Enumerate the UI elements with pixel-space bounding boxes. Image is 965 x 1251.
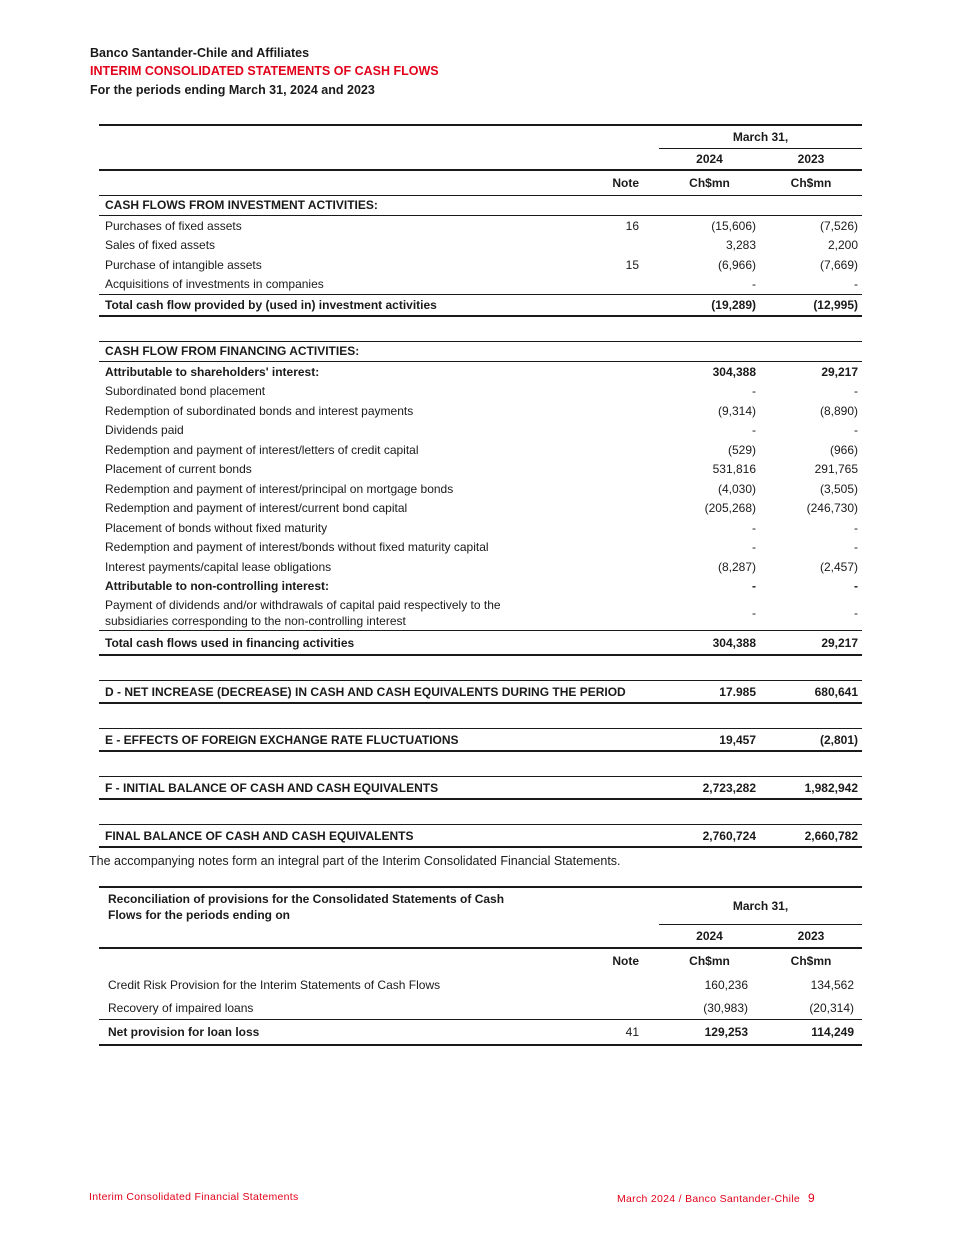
table-row: Placement of current bonds 531,816 291,765 (105, 462, 859, 477)
investment-total-row: Total cash flow provided by (used in) investment activities (19,289) (12,995) (99, 295, 862, 316)
recon-unit-2023-header: Ch$mn (760, 948, 862, 973)
table-row: Redemption and payment of interest/letters of credit capital (529) (966) (105, 442, 859, 457)
table-row: Purchases of fixed assets 16 (15,606) (7,526) (105, 218, 859, 233)
investment-heading: CASH FLOWS FROM INVESTMENT ACTIVITIES: (99, 195, 862, 216)
initial-balance-row: F - INITIAL BALANCE OF CASH AND CASH EQUIVALENTS 2,723,282 1,982,942 (99, 777, 862, 800)
table-row: Dividends paid - - (105, 423, 859, 438)
table-row: Redemption of subordinated bonds and interest payments (9,314) (8,890) (105, 403, 859, 418)
recon-year-2023-header: 2023 (797, 928, 825, 943)
table-row: Subordinated bond placement - - (105, 384, 859, 399)
table-row: Credit Risk Provision for the Interim Statements of Cash Flows 160,236 134,562 (108, 977, 855, 992)
page-number: 9 (807, 1191, 815, 1205)
recon-note-header: Note (559, 948, 659, 973)
unit-2024-header: Ch$mn (659, 170, 760, 196)
financing-heading: CASH FLOW FROM FINANCING ACTIVITIES: (99, 341, 862, 362)
noncontrolling-row: Attributable to non-controlling interest: - - (105, 579, 859, 594)
table-row: Placement of bonds without fixed maturity - - (105, 520, 859, 535)
company-name: Banco Santander-Chile and Affiliates (90, 46, 310, 60)
note-header: Note (559, 170, 659, 196)
final-balance-row: FINAL BALANCE OF CASH AND CASH EQUIVALENTS 2,760,724 2,660,782 (99, 825, 862, 848)
cash-flow-table (99, 124, 862, 848)
statement-title: INTERIM CONSOLIDATED STATEMENTS OF CASH FLOWS (90, 64, 439, 78)
recon-unit-2024-header: Ch$mn (659, 948, 760, 973)
footer-right (617, 1191, 815, 1205)
footer-left: Interim Consolidated Financial Statements (89, 1191, 299, 1203)
unit-2023-header: Ch$mn (760, 170, 862, 196)
table-row: Payment of dividends and/or withdrawals of capital paid respectively to the subsidiaries corresponding to the non-controlling interest - - (99, 596, 862, 631)
table-row: Acquisitions of investments in companies - - (99, 275, 862, 295)
table-row: Redemption and payment of interest/principal on mortgage bonds (4,030) (3,505) (105, 481, 859, 496)
table-row: Redemption and payment of interest/current bond capital (205,268) (246,730) (105, 501, 859, 516)
table-row: Interest payments/capital lease obligations (8,287) (2,457) (105, 559, 859, 574)
recon-year-2024-header: 2024 (696, 928, 723, 943)
shareholders-row: Attributable to shareholders' interest: 304,388 29,217 (105, 364, 859, 379)
table-row: Redemption and payment of interest/bonds without fixed maturity capital - - (105, 540, 859, 555)
period-subtitle: For the periods ending March 31, 2024 and 2023 (90, 83, 375, 97)
table-row: Sales of fixed assets 3,283 2,200 (105, 238, 859, 253)
reconciliation-table (99, 886, 862, 1046)
financing-total-row: Total cash flows used in financing activities 304,388 29,217 (99, 631, 862, 656)
recon-period-header: March 31, (659, 887, 862, 925)
footer-right-text: March 2024 / Banco Santander-Chile (617, 1193, 800, 1205)
net-provision-row: Net provision for loan loss 41 129,253 114,249 (99, 1019, 862, 1045)
accompanying-note: The accompanying notes form an integral part of the Interim Consolidated Financial Statements. (89, 854, 621, 868)
fx-effects-row: E - EFFECTS OF FOREIGN EXCHANGE RATE FLUCTUATIONS 19,457 (2,801) (99, 729, 862, 752)
reconciliation-title: Reconciliation of provisions for the Consolidated Statements of Cash Flows for the periods ending on (99, 887, 559, 925)
year-2024-header: 2024 (696, 151, 723, 166)
year-2023-header: 2023 (797, 151, 825, 166)
net-increase-row: D - NET INCREASE (DECREASE) IN CASH AND CASH EQUIVALENTS DURING THE PERIOD 17.985 680,641 (99, 681, 862, 704)
table-row: Purchase of intangible assets 15 (6,966) (7,669) (105, 257, 859, 272)
table-row: Recovery of impaired loans (30,983) (20,314) (99, 997, 862, 1020)
period-header: March 31, (659, 125, 862, 149)
